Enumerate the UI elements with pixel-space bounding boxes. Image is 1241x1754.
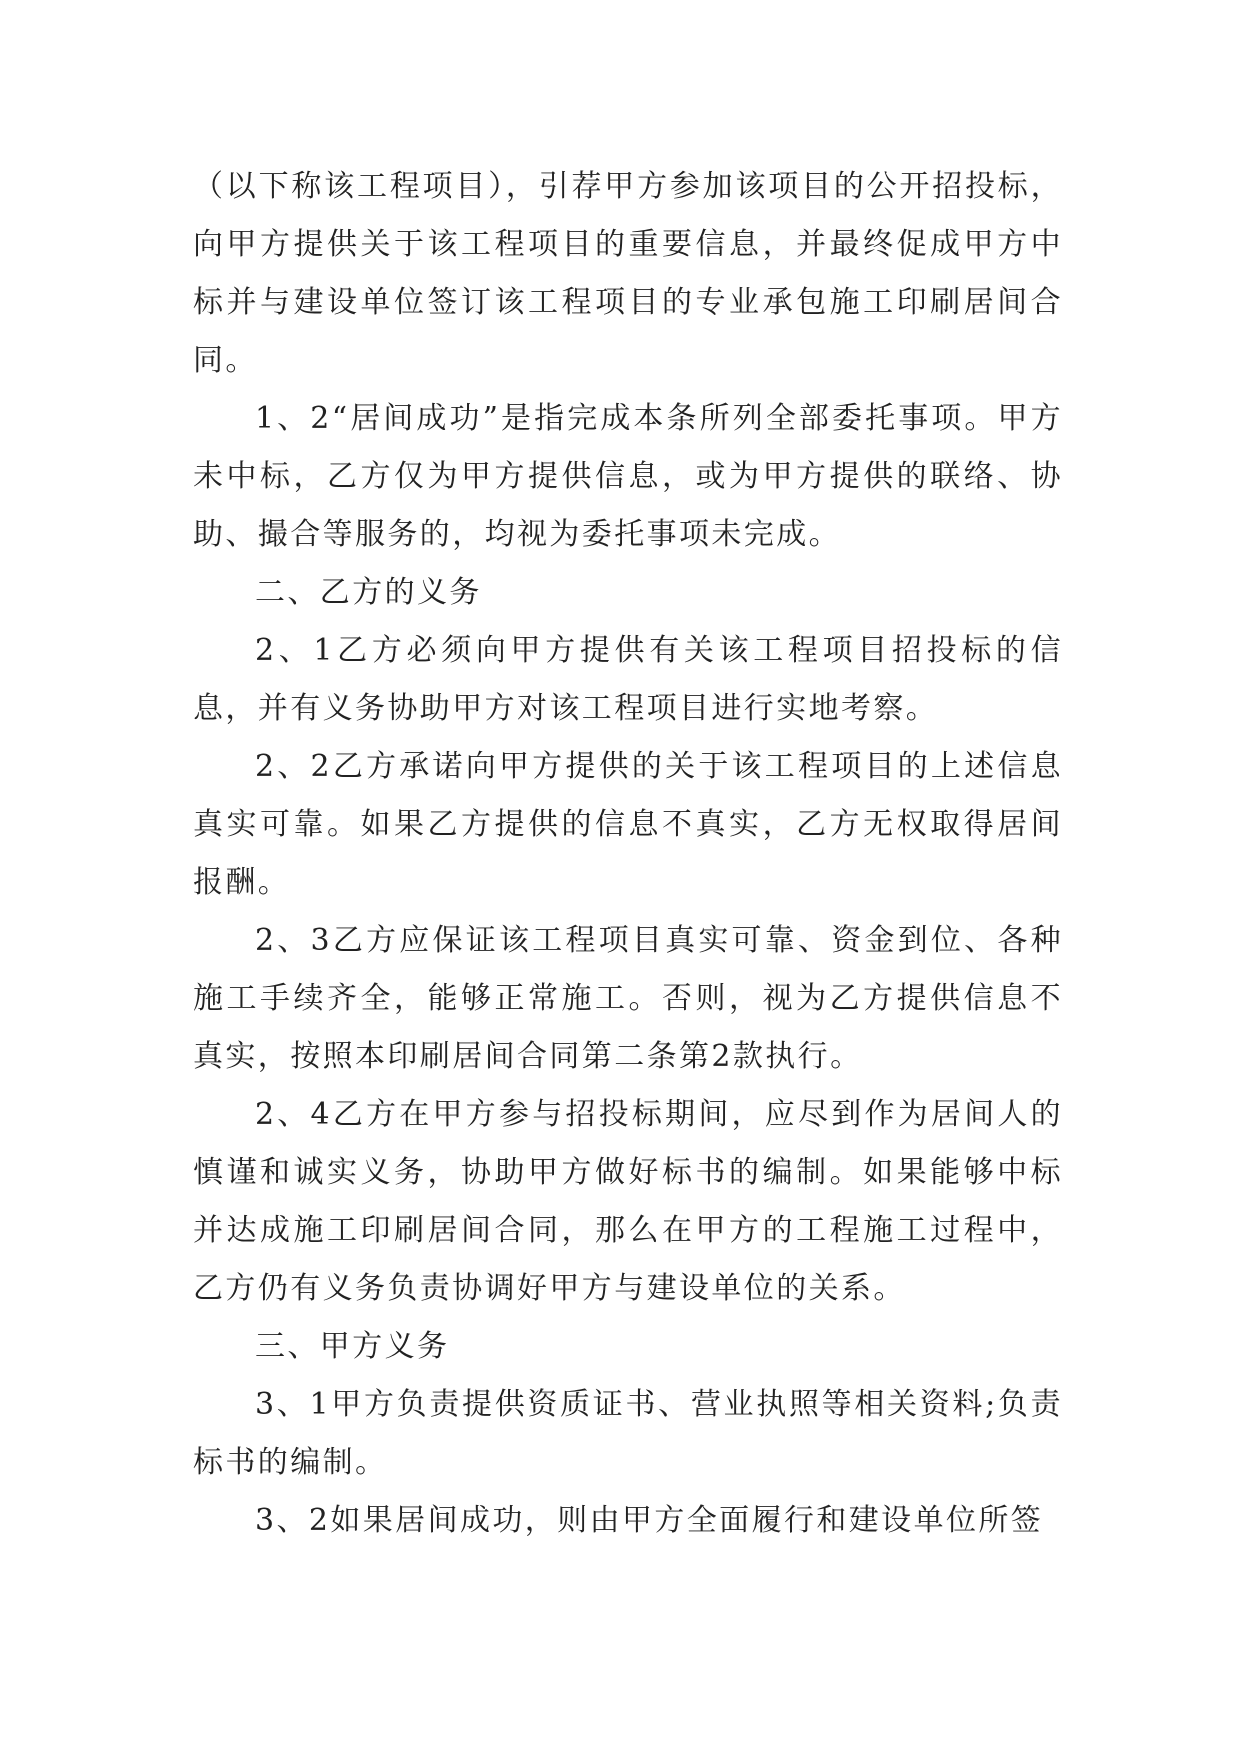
- paragraph-clause-3-1: 3、1甲方负责提供资质证书、营业执照等相关资料;负责标书的编制。: [193, 1387, 1063, 1480]
- paragraph-clause-2-4: 2、4乙方在甲方参与招投标期间，应尽到作为居间人的慎谨和诚实义务，协助甲方做好标书的编制。如果能够中标并达成施工印刷居间合同，那么在甲方的工程施工过程中，乙方仍有义务负责协调好甲方与建设单位的关系。: [193, 1097, 1063, 1306]
- paragraph-clause-1-2: 1、2“居间成功”是指完成本条所列全部委托事项。甲方未中标，乙方仅为甲方提供信息，或为甲方提供的联络、协助、撮合等服务的，均视为委托事项未完成。: [193, 401, 1063, 552]
- paragraph-clause-3-2: 3、2如果居间成功，则由甲方全面履行和建设单位所签: [255, 1503, 1044, 1538]
- paragraph-clause-2-3: 2、3乙方应保证该工程项目真实可靠、资金到位、各种施工手续齐全，能够正常施工。否则，视为乙方提供信息不真实，按照本印刷居间合同第二条第2款执行。: [193, 923, 1063, 1074]
- paragraph-clause-2-2: 2、2乙方承诺向甲方提供的关于该工程项目的上述信息真实可靠。如果乙方提供的信息不真实，乙方无权取得居间报酬。: [193, 749, 1063, 900]
- document-body: [193, 158, 1063, 1550]
- paragraph-clause-2-1: 2、1乙方必须向甲方提供有关该工程项目招投标的信息，并有义务协助甲方对该工程项目进行实地考察。: [193, 633, 1063, 726]
- section-heading-party-b-obligations: 二、乙方的义务: [255, 575, 482, 610]
- paragraph-intro: （以下称该工程项目），引荐甲方参加该项目的公开招投标，向甲方提供关于该工程项目的重要信息，并最终促成甲方中标并与建设单位签订该工程项目的专业承包施工印刷居间合同。: [193, 169, 1063, 378]
- section-heading-party-a-obligations: 三、甲方义务: [255, 1329, 450, 1364]
